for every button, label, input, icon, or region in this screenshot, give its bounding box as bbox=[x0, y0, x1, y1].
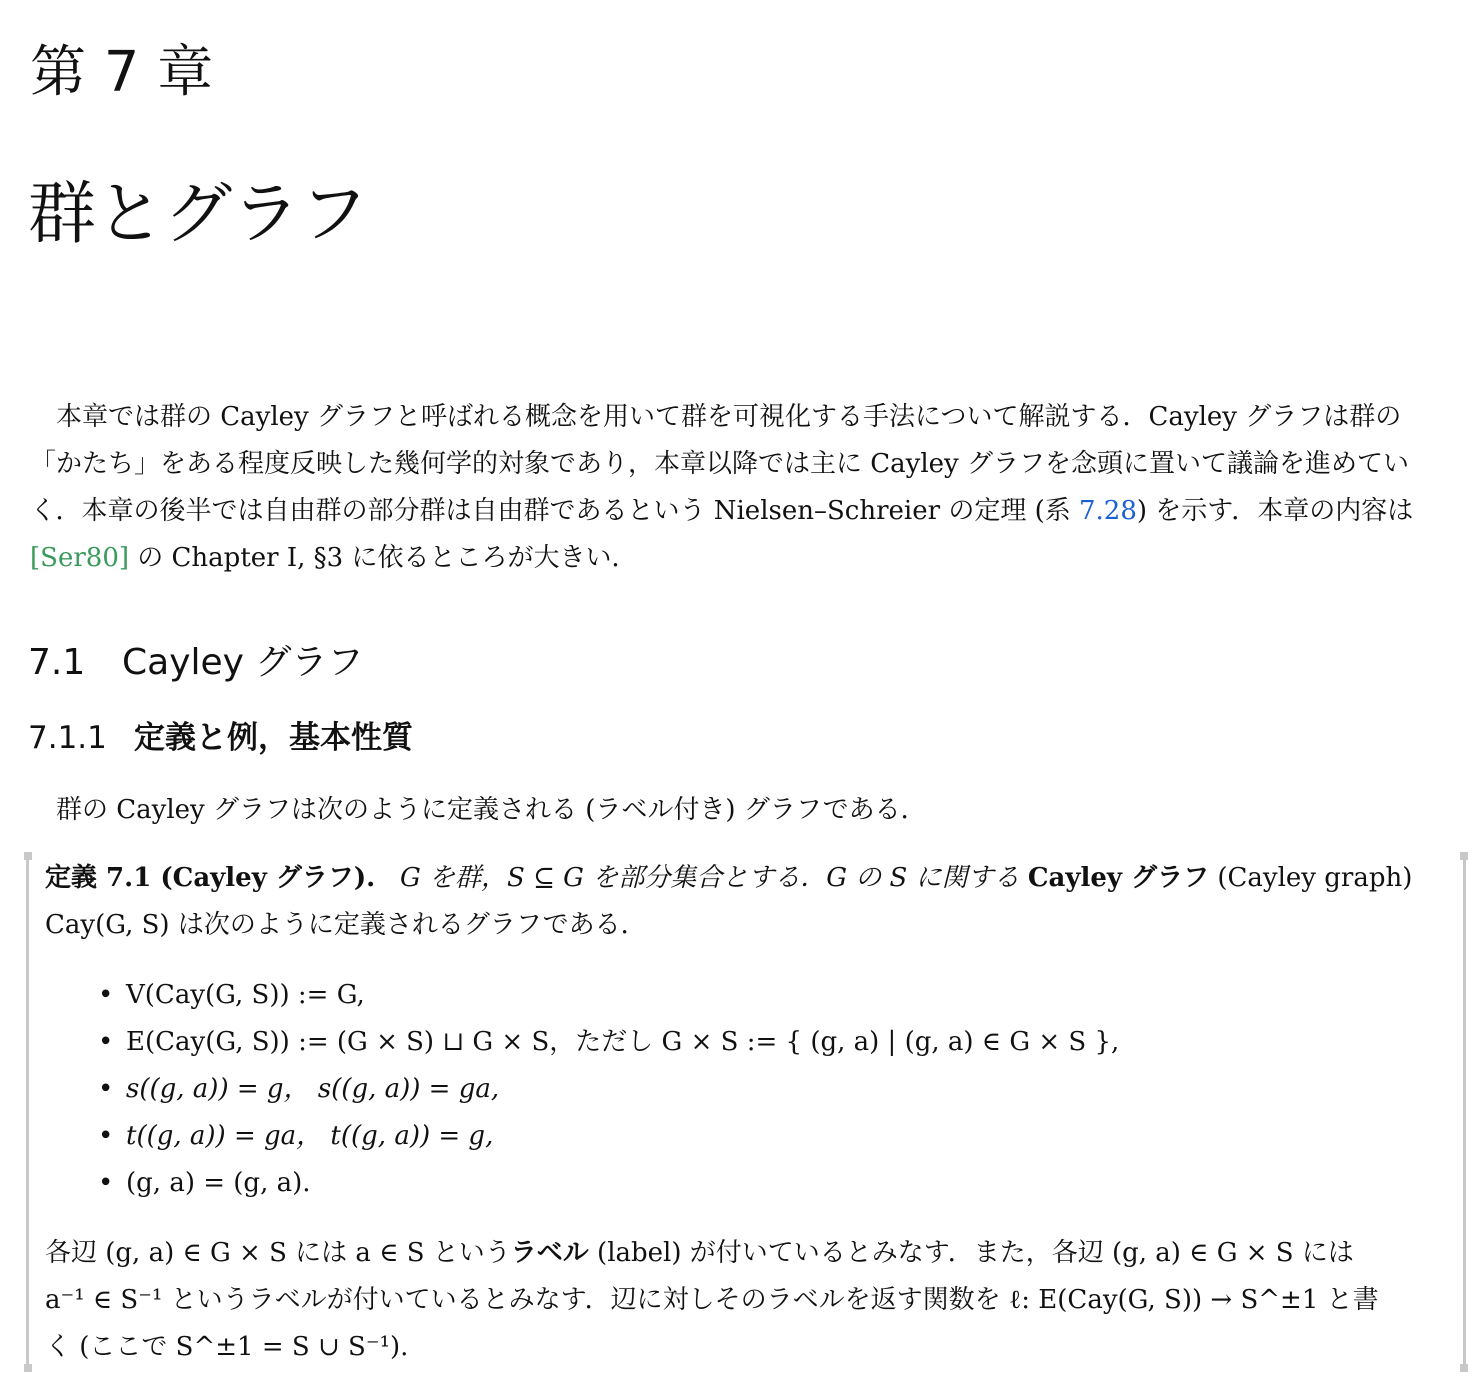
lead-paragraph: 群の Cayley グラフは次のように定義される (ラベル付き) グラフである． bbox=[56, 795, 927, 825]
subsection-number: 7.1.1 bbox=[28, 720, 107, 756]
intro-paragraph bbox=[30, 394, 1465, 582]
bullet-text: V(Cay(G, S)) := G, bbox=[126, 980, 365, 1010]
definition-line-2: Cay(G, S) は次のように定義されるグラフである． bbox=[45, 910, 647, 940]
section-title: Cayley グラフ bbox=[122, 642, 364, 683]
bullet-text: s((g, a)) = g， s((g, a)) = ga, bbox=[126, 1074, 500, 1104]
box-corner-tl bbox=[24, 852, 32, 860]
bullet-item bbox=[98, 1019, 1119, 1066]
subsection-heading bbox=[28, 718, 413, 758]
definition-text-1b: (Cayley graph) bbox=[1209, 863, 1413, 893]
label-term: ラベル bbox=[510, 1238, 589, 1268]
chapter-number: 第 7 章 bbox=[30, 40, 214, 105]
bullet-text: (g, a) = (g, a). bbox=[126, 1168, 311, 1198]
definition-line-1 bbox=[45, 855, 1445, 902]
definition-after-line-1 bbox=[45, 1230, 1445, 1277]
bullet-item bbox=[98, 1066, 499, 1113]
section-heading bbox=[28, 640, 363, 686]
subsection-title: 定義と例，基本性質 bbox=[134, 720, 413, 756]
bullet-item bbox=[98, 1113, 493, 1160]
intro-line-1: 本章では群の Cayley グラフと呼ばれる概念を用いて群を可視化する手法について解説する．Cayley グラフは群の bbox=[56, 402, 1402, 432]
bullet-icon: • bbox=[98, 1074, 114, 1104]
box-corner-tr bbox=[1460, 852, 1468, 860]
after-text-1a: 各辺 (g, a) ∈ G × S には a ∈ S という bbox=[45, 1238, 511, 1268]
bullet-item bbox=[98, 1160, 311, 1207]
section-number: 7.1 bbox=[28, 642, 86, 683]
intro-line-3: く．本章の後半では自由群の部分群は自由群であるという Nielsen–Schreier の定理 (系 bbox=[30, 496, 1079, 526]
definition-after-line-2: a⁻¹ ∈ S⁻¹ というラベルが付いているとみなす．辺に対しそのラベルを返す関数を ℓ: E(Cay(G, S)) → S^±1 と書 bbox=[45, 1285, 1379, 1315]
bullet-icon: • bbox=[98, 1121, 114, 1151]
definition-term: Cayley グラフ bbox=[1027, 863, 1210, 893]
intro-line-2: 「かたち」をある程度反映した幾何学的対象であり，本章以降では主に Cayley グラフを念頭に置いて議論を進めてい bbox=[30, 449, 1410, 479]
intro-line-3b: ) を示す．本章の内容は bbox=[1136, 496, 1414, 526]
bullet-text: t((g, a)) = ga， t((g, a)) = g, bbox=[126, 1121, 494, 1151]
definition-text-1a: G を群，S ⊆ G を部分集合とする．G の S に関する bbox=[400, 863, 1028, 893]
definition-after-line-3: く (ここで S^±1 = S ∪ S⁻¹). bbox=[45, 1332, 409, 1362]
after-text-1b: (label) が付いているとみなす．また，各辺 (g, a) ∈ G × S には bbox=[588, 1238, 1354, 1268]
bullet-item bbox=[98, 972, 365, 1019]
chapter-title: 群とグラフ bbox=[28, 175, 369, 254]
corollary-ref-link[interactable]: 7.28 bbox=[1079, 496, 1137, 526]
bullet-icon: • bbox=[98, 1168, 114, 1198]
definition-label: 定義 7.1 (Cayley グラフ). bbox=[45, 863, 376, 893]
bullet-icon: • bbox=[98, 1027, 114, 1057]
citation-ser80-link[interactable]: [Ser80] bbox=[30, 543, 129, 573]
box-corner-bl bbox=[24, 1364, 32, 1372]
bullet-text: E(Cay(G, S)) := (G × S) ⊔ G × S，ただし G × S := { (g, a) | (g, a) ∈ G × S }, bbox=[126, 1027, 1120, 1057]
box-corner-br bbox=[1460, 1364, 1468, 1372]
intro-line-4: の Chapter I, §3 に依るところが大きい． bbox=[129, 543, 638, 573]
bullet-icon: • bbox=[98, 980, 114, 1010]
